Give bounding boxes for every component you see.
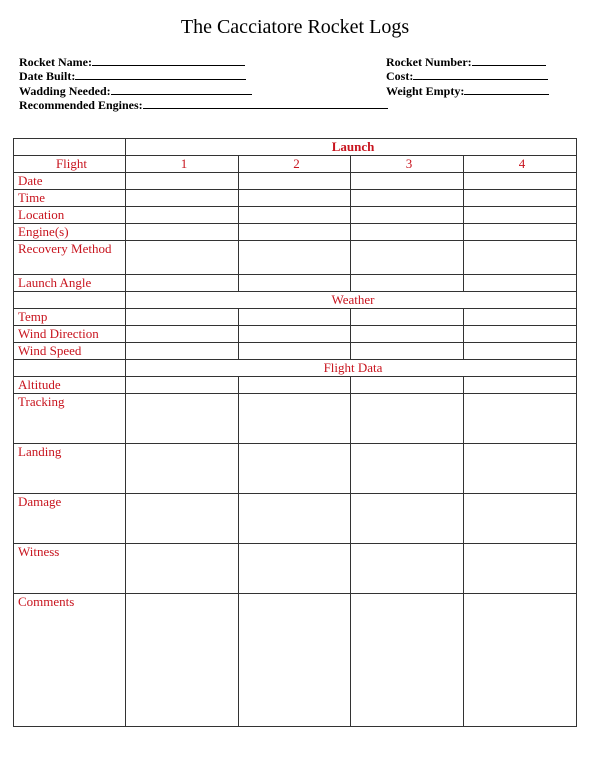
entry-cell[interactable] [464, 309, 577, 326]
entry-cell[interactable] [126, 173, 239, 190]
column-header-3: 3 [351, 156, 464, 173]
row-label: Damage [14, 494, 126, 544]
recommended-engines-line[interactable] [143, 97, 388, 109]
entry-cell[interactable] [239, 343, 351, 360]
rocket-name-field[interactable]: Rocket Name: [19, 54, 388, 68]
entry-cell[interactable] [239, 394, 351, 444]
weight-empty-field[interactable]: Weight Empty: [386, 83, 549, 97]
table-row-recovery-method [14, 241, 577, 275]
column-header-2: 2 [239, 156, 351, 173]
entry-cell[interactable] [351, 241, 464, 275]
entry-cell[interactable] [239, 190, 351, 207]
cost-line[interactable] [413, 68, 548, 80]
entry-cell[interactable] [464, 444, 577, 494]
blank-cell [14, 292, 126, 309]
entry-cell[interactable] [464, 173, 577, 190]
entry-cell[interactable] [239, 173, 351, 190]
row-label: Engine(s) [14, 224, 126, 241]
entry-cell[interactable] [351, 594, 464, 727]
blank-corner-cell [14, 139, 126, 156]
flight-label: Flight [14, 156, 126, 173]
entry-cell[interactable] [464, 394, 577, 444]
table-row-altitude [14, 377, 577, 394]
date-built-line[interactable] [75, 68, 246, 80]
entry-cell[interactable] [464, 494, 577, 544]
entry-cell[interactable] [239, 544, 351, 594]
entry-cell[interactable] [464, 241, 577, 275]
entry-cell[interactable] [351, 444, 464, 494]
row-label: Tracking [14, 394, 126, 444]
cost-field[interactable]: Cost: [386, 68, 549, 82]
rocket-number-field[interactable]: Rocket Number: [386, 54, 549, 68]
weather-section-label: Weather [126, 292, 577, 309]
column-header-4: 4 [464, 156, 577, 173]
entry-cell[interactable] [239, 275, 351, 292]
table-row-engines [14, 224, 577, 241]
row-label: Wind Speed [14, 343, 126, 360]
entry-cell[interactable] [351, 377, 464, 394]
date-built-field[interactable]: Date Built: [19, 68, 388, 82]
entry-cell[interactable] [126, 394, 239, 444]
entry-cell[interactable] [351, 275, 464, 292]
table-row-damage [14, 494, 577, 544]
row-label: Temp [14, 309, 126, 326]
entry-cell[interactable] [351, 343, 464, 360]
entry-cell[interactable] [351, 309, 464, 326]
entry-cell[interactable] [126, 190, 239, 207]
entry-cell[interactable] [351, 190, 464, 207]
entry-cell[interactable] [464, 377, 577, 394]
table-row-time [14, 190, 577, 207]
column-header-1: 1 [126, 156, 239, 173]
table-row-location [14, 207, 577, 224]
wadding-needed-field[interactable]: Wadding Needed: [19, 83, 388, 97]
entry-cell[interactable] [464, 207, 577, 224]
row-label: Landing [14, 444, 126, 494]
wadding-needed-line[interactable] [111, 83, 252, 95]
table-row-wind-direction [14, 326, 577, 343]
entry-cell[interactable] [239, 377, 351, 394]
row-label: Date [14, 173, 126, 190]
row-label: Witness [14, 544, 126, 594]
row-label: Comments [14, 594, 126, 727]
table-row-date [14, 173, 577, 190]
row-label: Altitude [14, 377, 126, 394]
entry-cell[interactable] [351, 173, 464, 190]
row-label: Recovery Method [14, 241, 126, 275]
entry-cell[interactable] [351, 207, 464, 224]
entry-cell[interactable] [464, 275, 577, 292]
entry-cell[interactable] [126, 377, 239, 394]
entry-cell[interactable] [464, 224, 577, 241]
table-row-launch-angle [14, 275, 577, 292]
table-row-witness [14, 544, 577, 594]
table-row-comments [14, 594, 577, 727]
entry-cell[interactable] [126, 343, 239, 360]
entry-cell[interactable] [126, 207, 239, 224]
entry-cell[interactable] [126, 544, 239, 594]
flight-data-section-row [14, 360, 577, 377]
entry-cell[interactable] [126, 326, 239, 343]
table-row-landing [14, 444, 577, 494]
entry-cell[interactable] [351, 544, 464, 594]
rocket-log-table [13, 138, 577, 727]
entry-cell[interactable] [239, 326, 351, 343]
entry-cell[interactable] [464, 594, 577, 727]
entry-cell[interactable] [464, 544, 577, 594]
entry-cell[interactable] [126, 275, 239, 292]
row-label: Launch Angle [14, 275, 126, 292]
entry-cell[interactable] [239, 594, 351, 727]
header-left-fields [19, 54, 388, 111]
entry-cell[interactable] [351, 326, 464, 343]
launch-section-row [14, 139, 577, 156]
row-label: Location [14, 207, 126, 224]
entry-cell[interactable] [239, 241, 351, 275]
entry-cell[interactable] [464, 343, 577, 360]
entry-cell[interactable] [351, 494, 464, 544]
blank-cell [14, 360, 126, 377]
entry-cell[interactable] [126, 594, 239, 727]
page-title: The Cacciatore Rocket Logs [180, 16, 410, 38]
entry-cell[interactable] [126, 494, 239, 544]
header-right-fields [386, 54, 549, 97]
entry-cell[interactable] [126, 444, 239, 494]
entry-cell[interactable] [239, 309, 351, 326]
entry-cell[interactable] [351, 224, 464, 241]
table-row-temp [14, 309, 577, 326]
entry-cell[interactable] [464, 326, 577, 343]
entry-cell[interactable] [239, 224, 351, 241]
entry-cell[interactable] [126, 309, 239, 326]
rocket-number-line[interactable] [472, 54, 546, 66]
recommended-engines-field[interactable]: Recommended Engines: [19, 97, 388, 111]
launch-section-label: Launch [126, 139, 577, 156]
entry-cell[interactable] [126, 241, 239, 275]
entry-cell[interactable] [239, 444, 351, 494]
weather-section-row [14, 292, 577, 309]
rocket-name-line[interactable] [92, 54, 245, 66]
table-row-wind-speed [14, 343, 577, 360]
row-label: Wind Direction [14, 326, 126, 343]
flight-header-row [14, 156, 577, 173]
flight-data-section-label: Flight Data [126, 360, 577, 377]
table-row-tracking [14, 394, 577, 444]
weight-empty-line[interactable] [464, 83, 549, 95]
entry-cell[interactable] [239, 494, 351, 544]
entry-cell[interactable] [351, 394, 464, 444]
entry-cell[interactable] [239, 207, 351, 224]
entry-cell[interactable] [126, 224, 239, 241]
entry-cell[interactable] [464, 190, 577, 207]
row-label: Time [14, 190, 126, 207]
